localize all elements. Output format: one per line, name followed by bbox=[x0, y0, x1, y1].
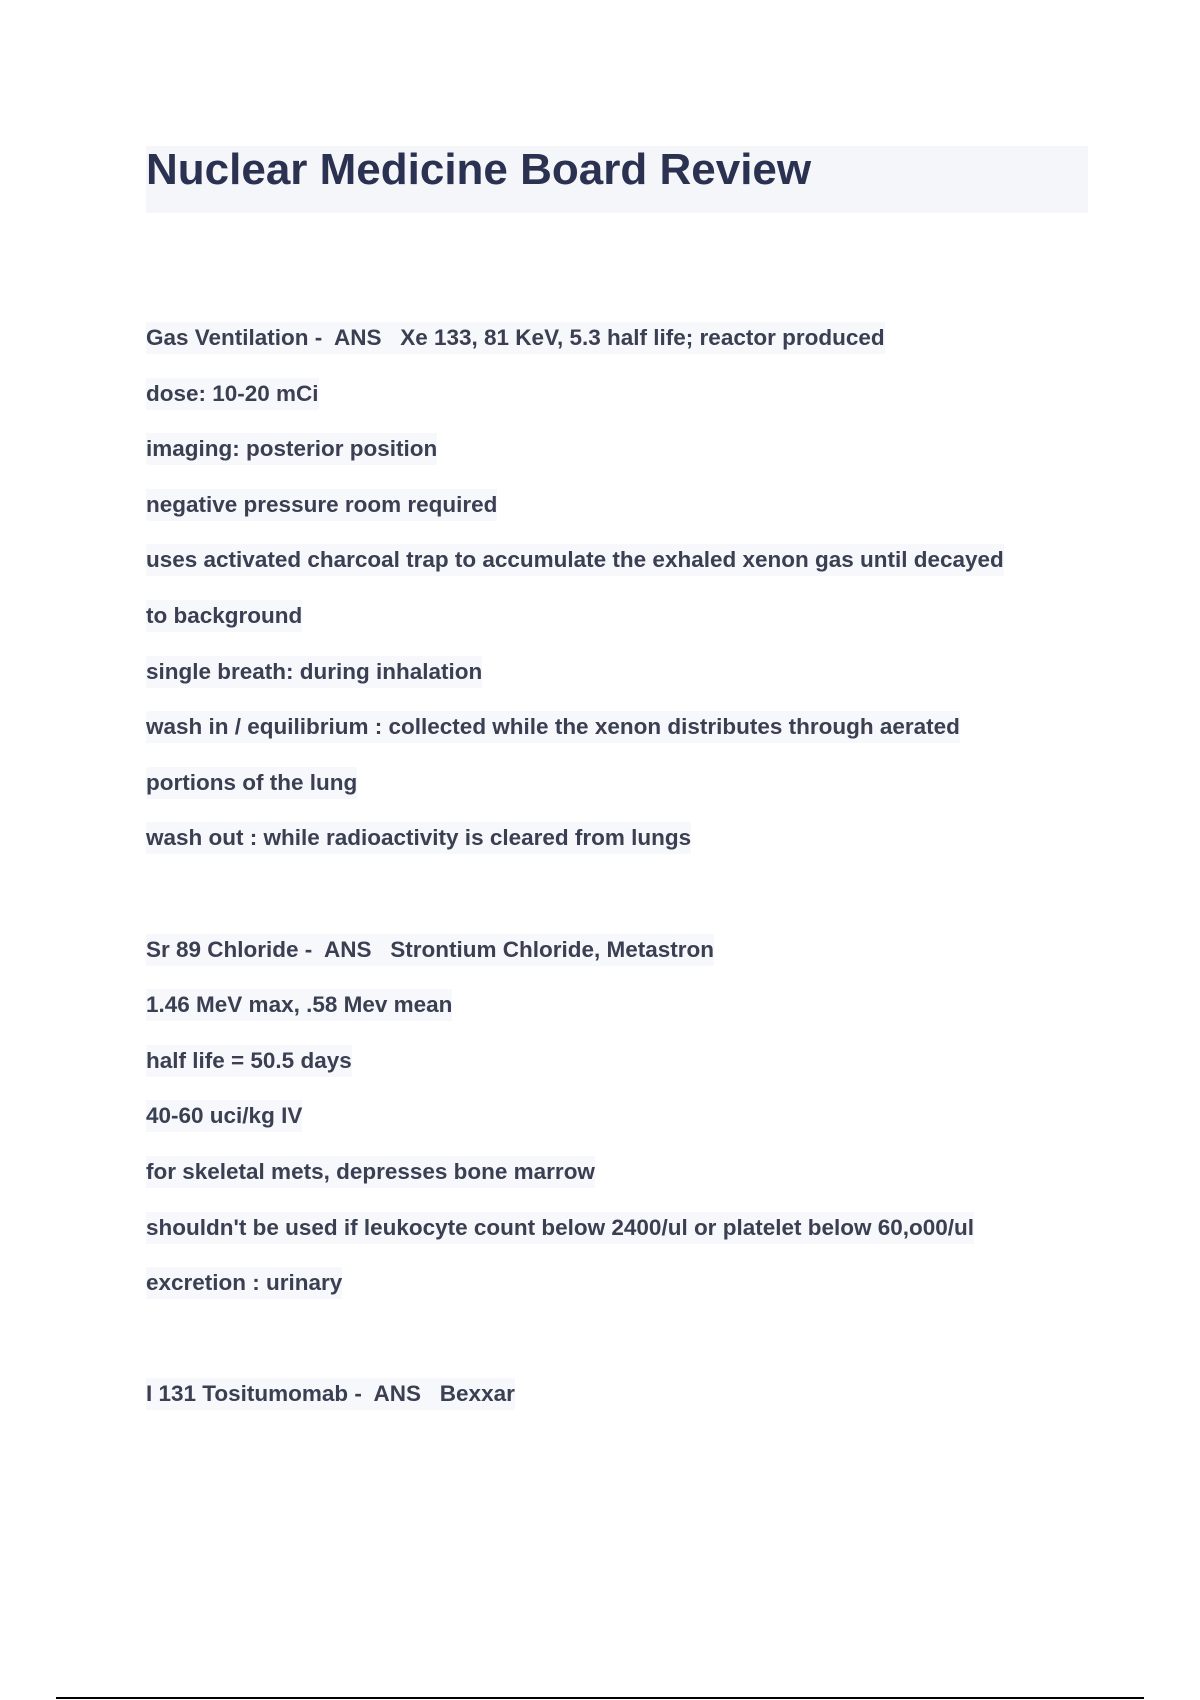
page-title: Nuclear Medicine Board Review bbox=[146, 145, 812, 194]
text-line: 40-60 uci/kg IV bbox=[146, 1100, 302, 1132]
text-line: for skeletal mets, depresses bone marrow bbox=[146, 1156, 595, 1188]
text-line: I 131 Tositumomab - ANS Bexxar bbox=[146, 1378, 515, 1410]
text-line: dose: 10-20 mCi bbox=[146, 378, 319, 410]
text-line: 1.46 MeV max, .58 Mev mean bbox=[146, 989, 452, 1021]
text-line: Gas Ventilation - ANS Xe 133, 81 KeV, 5.3 half life; reactor produced bbox=[146, 322, 885, 354]
text-line: excretion : urinary bbox=[146, 1267, 342, 1299]
text-line: portions of the lung bbox=[146, 767, 357, 799]
text-line: to background bbox=[146, 600, 302, 632]
text-line: wash in / equilibrium : collected while the xenon distributes through aerated bbox=[146, 711, 960, 743]
text-line: single breath: during inhalation bbox=[146, 656, 482, 688]
footer-divider bbox=[56, 1697, 1144, 1699]
text-line: wash out : while radioactivity is cleared from lungs bbox=[146, 822, 691, 854]
text-line: negative pressure room required bbox=[146, 489, 497, 521]
text-line: imaging: posterior position bbox=[146, 433, 437, 465]
text-line: shouldn't be used if leukocyte count below 2400/ul or platelet below 60,o00/ul bbox=[146, 1212, 974, 1244]
text-line: uses activated charcoal trap to accumulate the exhaled xenon gas until decayed bbox=[146, 544, 1004, 576]
text-line: half life = 50.5 days bbox=[146, 1045, 352, 1077]
text-line: Sr 89 Chloride - ANS Strontium Chloride, Metastron bbox=[146, 934, 714, 966]
